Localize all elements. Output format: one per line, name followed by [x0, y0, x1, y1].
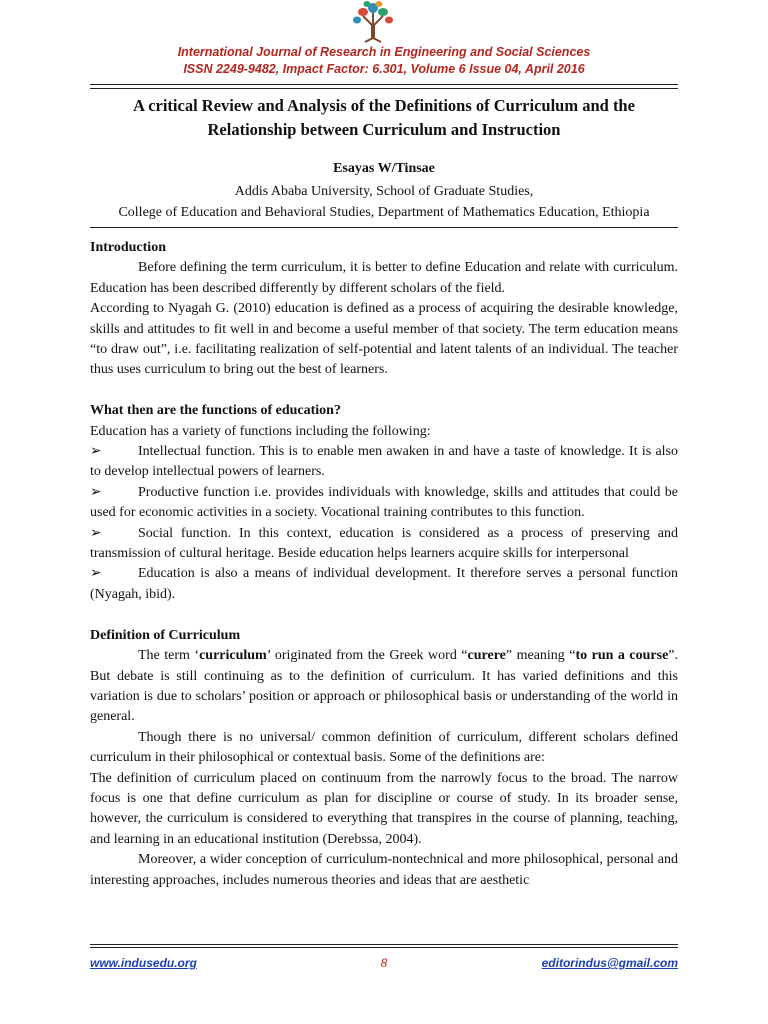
arrow-bullet-icon: ➢ [90, 444, 102, 460]
author-name: Esayas W/Tinsae [333, 161, 435, 176]
functions-lead: Education has a variety of functions including the following: [90, 423, 431, 439]
arrow-bullet-icon: ➢ [90, 566, 102, 582]
section-heading-functions: What then are the functions of education? [90, 403, 341, 419]
website-link[interactable]: www.indusedu.org [90, 956, 197, 970]
page-number: 8 [380, 956, 388, 970]
paper-title [0, 94, 768, 142]
header-rule [90, 84, 678, 89]
journal-issue-info: ISSN 2249-9482, Impact Factor: 6.301, Volume 6 Issue 04, April 2016 [183, 62, 585, 76]
affiliation-line-1: Addis Ababa University, School of Graduate Studies, [234, 184, 534, 199]
list-item-text: Intellectual function. This is to enable men awaken in and have a taste of knowledge. It is also to develop intellectual powers of learners. [90, 444, 678, 480]
author-affiliation [0, 181, 768, 223]
list-item-text: Education is also a means of individual development. It therefore serves a personal function (Nyagah, ibid). [90, 566, 678, 602]
article-body [90, 238, 678, 891]
term-to-run-a-course: to run a course [575, 648, 669, 664]
arrow-bullet-icon: ➢ [90, 484, 102, 500]
term-curere: curere [467, 648, 506, 664]
list-item [90, 564, 678, 605]
title-line-1: A critical Review and Analysis of the Definitions of Curriculum and the [133, 96, 635, 115]
list-item [90, 442, 678, 483]
title-rule [90, 227, 678, 228]
section-heading-introduction: Introduction [90, 240, 166, 255]
section-heading-definition: Definition of Curriculum [90, 627, 241, 643]
definition-paragraph-4: Moreover, a wider conception of curriculum-nontechnical and more philosophical, personal and interesting approaches, includes numerous theories and ideas that are aesthetic [90, 852, 678, 888]
title-line-2: Relationship between Curriculum and Instruction [207, 120, 561, 139]
definition-paragraph-3: The definition of curriculum placed on continuum from the narrowly focus to the broad. The narrow focus is one that define curriculum as plan for discipline or course of study. In its broader sense, however, the curriculum is considered to everything that transpires in the course of planning, teaching, and learning in an educational institution (Derebssa, 2004). [90, 770, 678, 847]
arrow-bullet-icon: ➢ [90, 525, 102, 541]
list-item-text: Social function. In this context, education is considered as a process of preserving and transmission of cultural heritage. Beside education helps learners acquire skills for interpersonal [90, 525, 678, 562]
list-item-text: Productive function i.e. provides individuals with knowledge, skills and attitudes that could be used for economic activities in a society. Vocational training contributes to this function. [90, 484, 678, 521]
email-link[interactable]: editorindus@gmail.com [541, 956, 678, 970]
list-item [90, 524, 678, 565]
journal-logo [345, 0, 401, 44]
journal-name: International Journal of Research in Engineering and Social Sciences [177, 45, 591, 59]
list-item [90, 483, 678, 524]
intro-paragraph-2: According to Nyagah G. (2010) education is defined as a process of acquiring the desirable knowledge, skills and attitudes to fit well in and become a useful member of that society. The term education means “to draw out”, i.e. facilitating realization of self-potential and latent talents of an individual. The teacher thus uses curriculum to bring out the best of learners. [90, 301, 678, 378]
affiliation-line-2: College of Education and Behavioral Studies, Department of Mathematics Education, Ethiopia [118, 205, 650, 220]
footer-rule [90, 944, 678, 948]
intro-paragraph-1: Before defining the term curriculum, it is better to define Education and relate with curriculum. Education has been described differently by different scholars of the field. [90, 260, 678, 296]
definition-paragraph-2: Though there is no universal/ common definition of curriculum, different scholars defined curriculum in their philosophical or contextual basis. Some of the definitions are: [90, 729, 678, 766]
definition-paragraph-1: The term ‘curriculum’ originated from the Greek word “curere” meaning “to run a course”. But debate is still continuing as to the definition of curriculum. It has varied definitions and this variation is due to scholars’ position or approach or philosophical basis or understanding of the world in general. [90, 648, 678, 725]
term-curriculum: curriculum [199, 648, 267, 664]
